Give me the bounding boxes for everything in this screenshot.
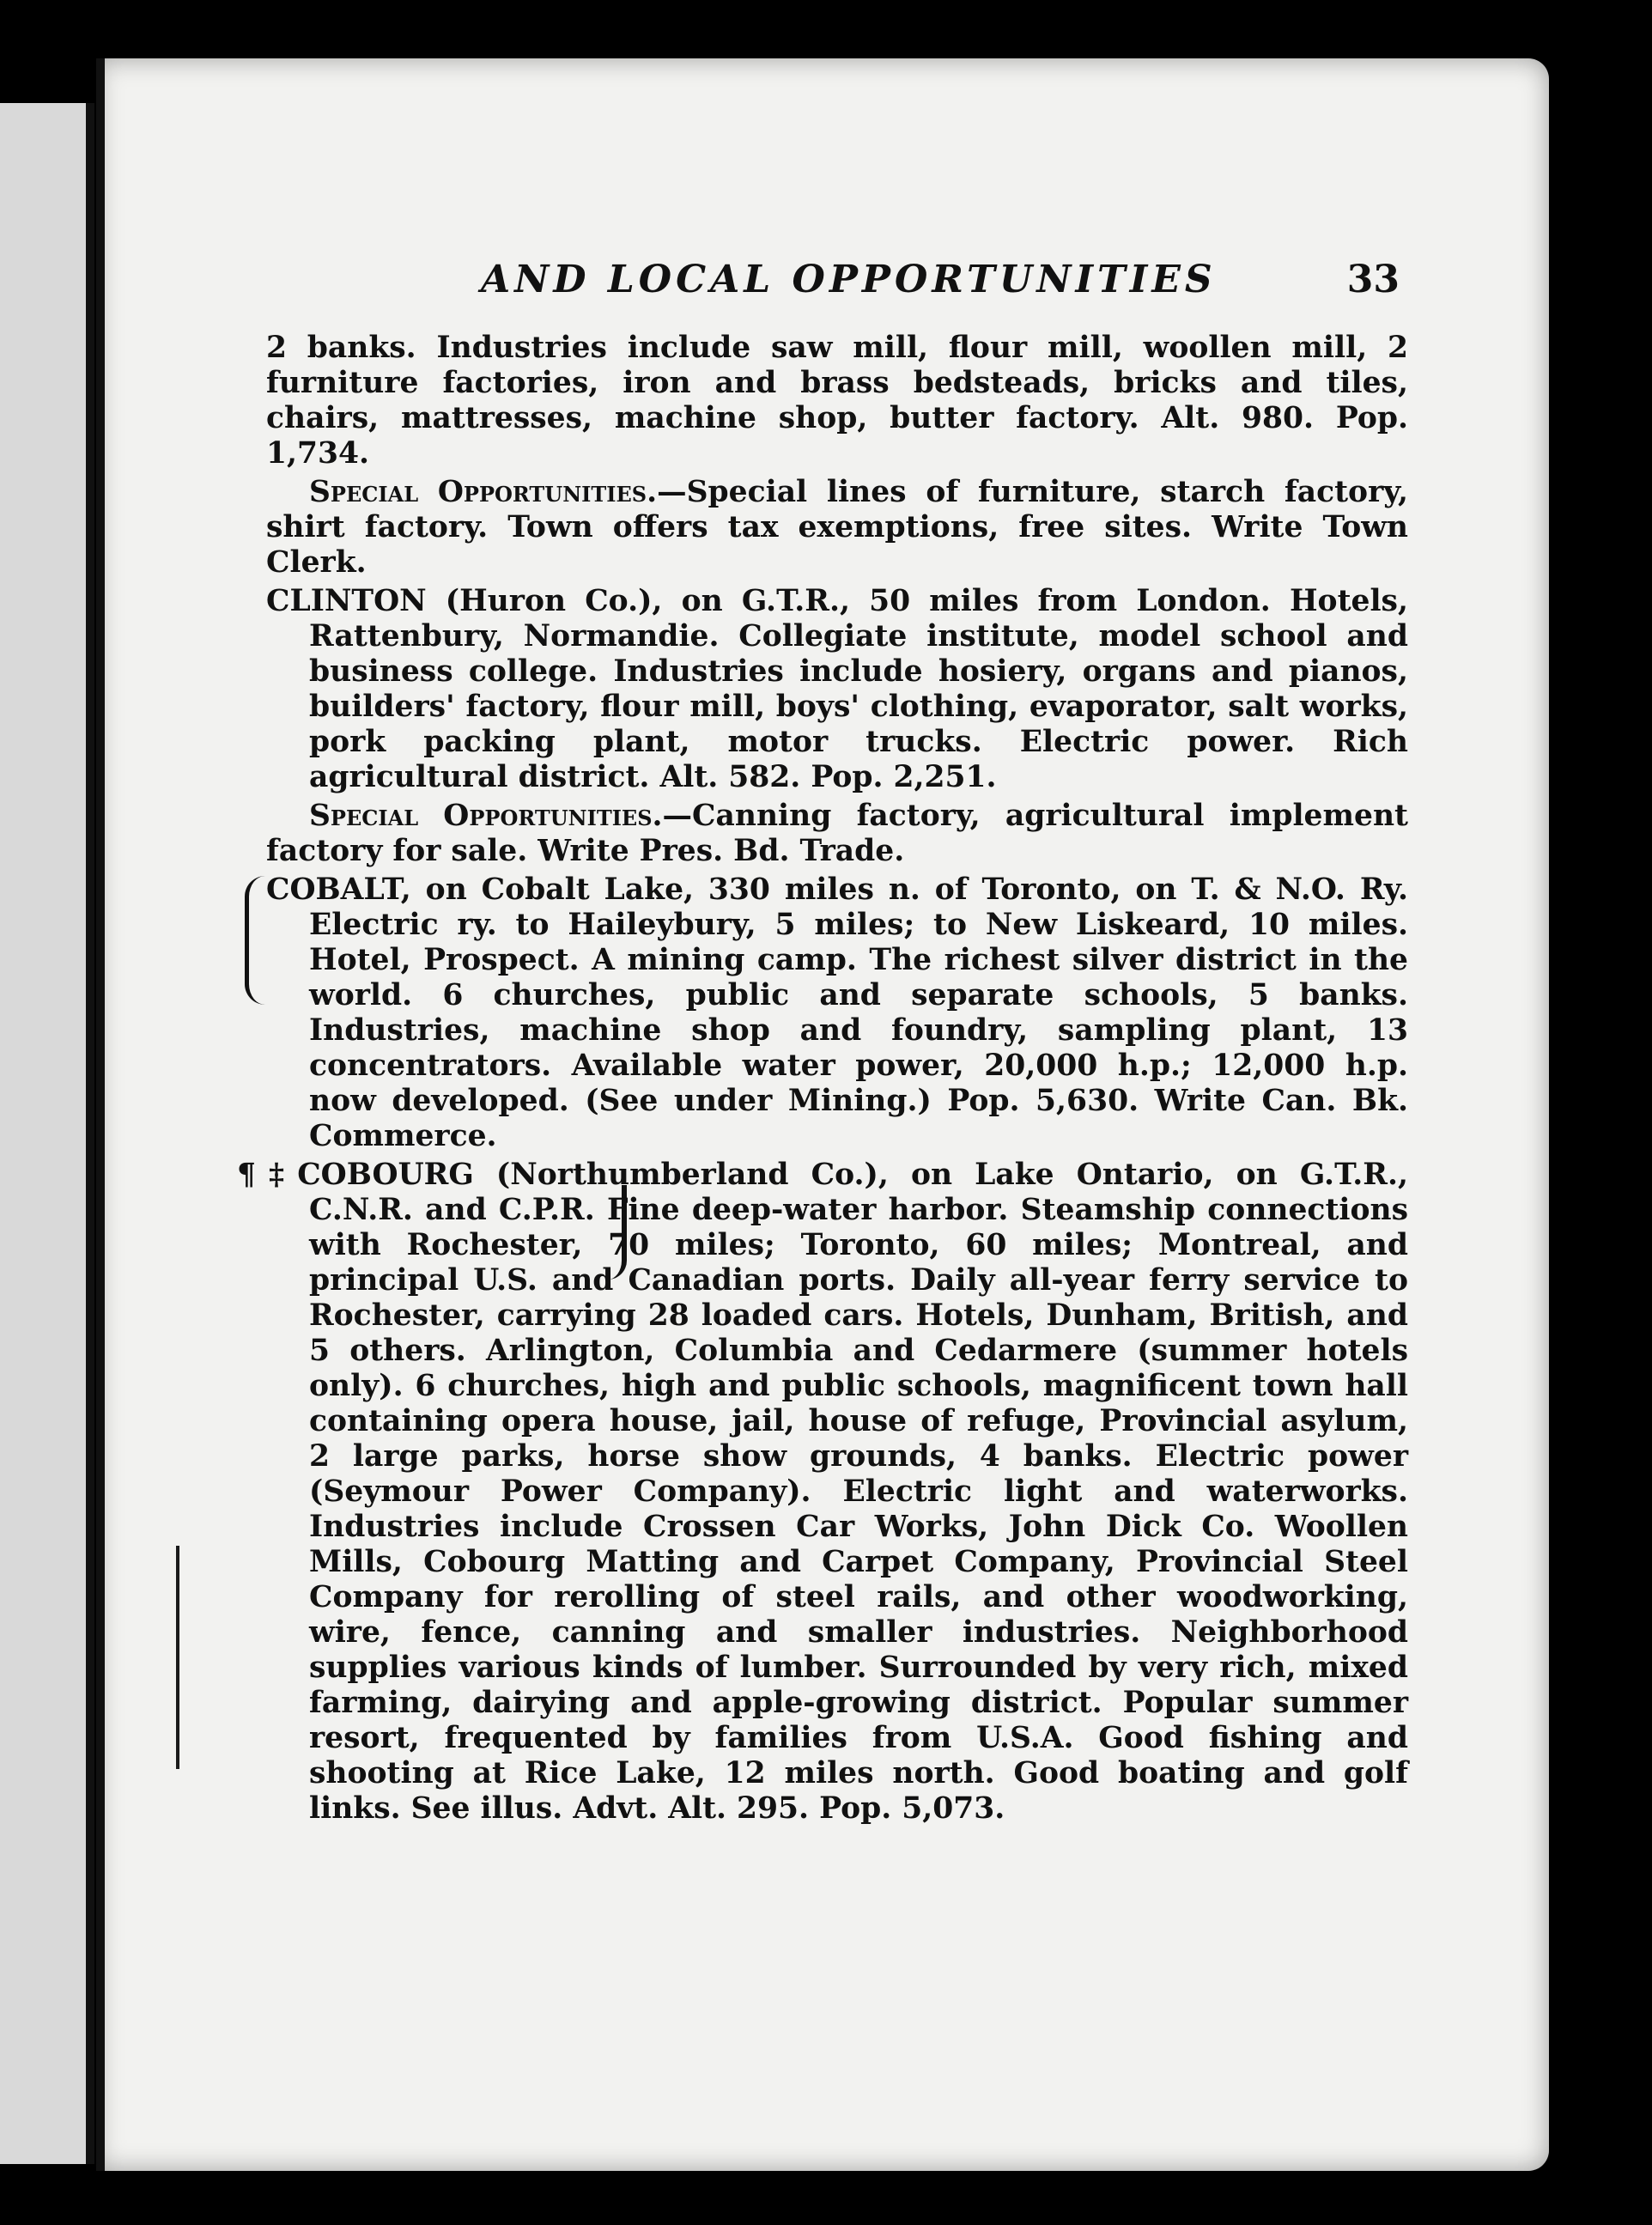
paragraph-text: 2 banks. Industries include saw mill, flour mill, woollen mill, 2 furniture factories, iron and brass bedsteads, bricks and tiles, chairs, mattresses, machine shop, butter factory. Alt. 980. Pop. 1,734. bbox=[266, 331, 1408, 471]
page-gutter bbox=[96, 58, 105, 2171]
special-opportunities-paragraph bbox=[266, 475, 1408, 581]
entry-heading: CLINTON bbox=[266, 584, 427, 618]
page-number: 33 bbox=[1346, 258, 1400, 301]
entry-text: (Huron Co.), on G.T.R., 50 miles from London. Hotels, Rattenbury, Normandie. Collegiate institute, model school and business college. Industries include hosiery, organs and pianos, builders' factory, flour mill, boys' clothing, evaporator, salt works, pork packing plant, motor trucks. Electric power. Rich agricultural district. Alt. 582. Pop. 2,251. bbox=[309, 584, 1408, 794]
running-title: AND LOCAL OPPORTUNITIES bbox=[481, 258, 1217, 301]
margin-tick-mark bbox=[176, 1546, 179, 1769]
entry-cobourg bbox=[237, 1158, 1408, 1827]
page-body bbox=[237, 331, 1408, 1830]
paragraph-text: .—Canning factory, agricultural implement factory for sale. Write Pres. Bd. Trade. bbox=[266, 799, 1408, 868]
entry-heading: COBOURG bbox=[297, 1158, 474, 1192]
entry-clinton bbox=[266, 584, 1408, 795]
continued-paragraph bbox=[266, 331, 1408, 471]
entry-symbols: ¶‡ bbox=[237, 1158, 298, 1192]
special-opportunities-label: Special Opportunities bbox=[309, 799, 653, 833]
entry-text: , on Cobalt Lake, 330 miles n. of Toronto, on T. & N.O. Ry. Electric ry. to Haileybury, 5 miles; to New Liskeard, 10 miles. Hotel, Prospect. A mining camp. The richest silver district in the world. 6 churches, public and separate schools, 5 banks. Industries, machine shop and foundry, sampling plant, 13 concentrators. Available water power, 20,000 h.p.; 12,000 h.p. now developed. (See under Mining.) Pop. 5,630. Write Can. Bk. Commerce. bbox=[309, 872, 1408, 1153]
special-opportunities-label: Special Opportunities bbox=[309, 475, 647, 509]
entry-heading: COBALT bbox=[266, 872, 401, 907]
entry-text: (Northumberland Co.), on Lake Ontario, on G.T.R., C.N.R. and C.P.R. Fine deep-water harbor. Steamship connections with Rochester, 70 miles; Toronto, 60 miles; Montreal, and principal U.S. and Canadian ports. Daily all-year ferry service to Rochester, carrying 28 loaded cars. Hotels, Dunham, British, and 5 others. Arlington, Columbia and Cedarmere (summer hotels only). 6 churches, high and public schools, magnificent town hall containing opera house, jail, house of refuge, Provincial asylum, 2 large parks, horse show grounds, 4 banks. Electric power (Seymour Power Company). Electric light and waterworks. Industries include Crossen Car Works, John Dick Co. Woollen Mills, Cobourg Matting and Carpet Company, Provincial Steel Company for rerolling of steel rails, and other woodworking, wire, fence, canning and smaller industries. Neighborhood supplies various kinds of lumber. Surrounded by very rich, mixed farming, dairying and apple-growing district. Popular summer resort, frequented by families from U.S.A. Good fishing and shooting at Rice Lake, 12 miles north. Good boating and golf links. See illus. Advt. Alt. 295. Pop. 5,073. bbox=[309, 1158, 1408, 1826]
entry-cobalt bbox=[266, 872, 1408, 1154]
page-header bbox=[481, 258, 1400, 326]
special-opportunities-paragraph bbox=[266, 799, 1408, 869]
paragraph-text: .—Special lines of furniture, starch factory, shirt factory. Town offers tax exemptions, free sites. Write Town Clerk. bbox=[266, 475, 1408, 580]
facing-page-edge bbox=[0, 103, 94, 2164]
